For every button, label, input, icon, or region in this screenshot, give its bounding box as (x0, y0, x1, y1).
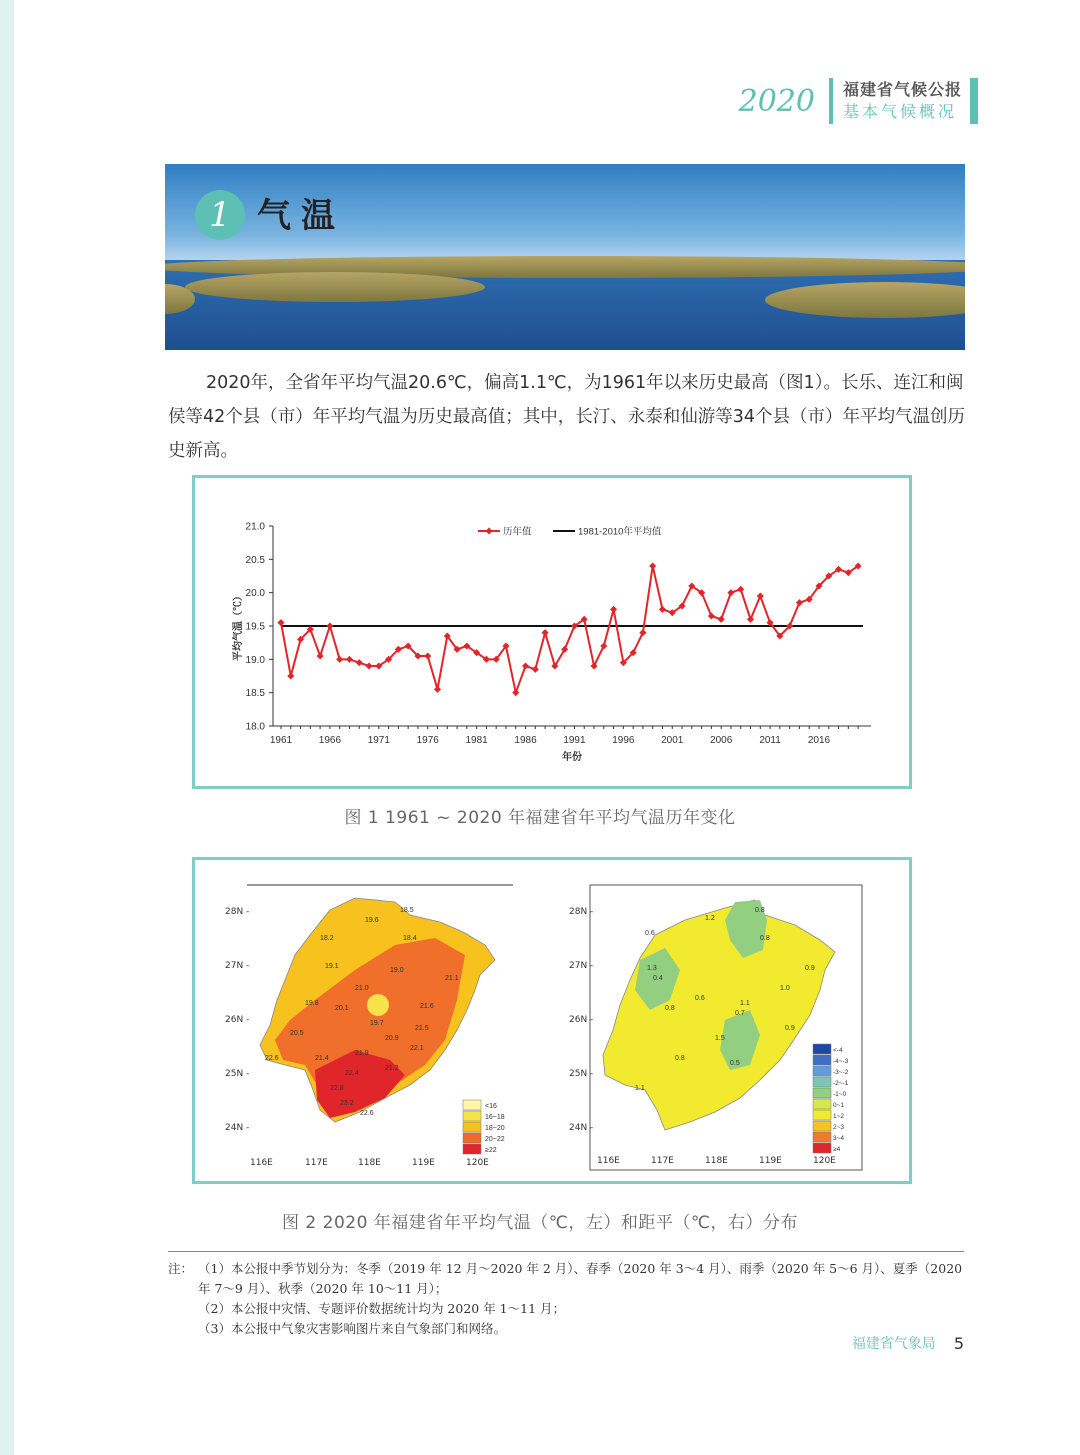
x-tick-label: 1991 (563, 735, 586, 746)
right-lat-25: 25N - (569, 1069, 594, 1079)
left-lon-119: 119E (412, 1158, 435, 1168)
left-legend-swatch (463, 1111, 481, 1121)
left-legend-swatch (463, 1100, 481, 1110)
right-station-value: 1.1 (635, 1085, 645, 1092)
y-tick-label: 18.5 (245, 688, 265, 700)
data-point (424, 652, 431, 659)
data-point (434, 686, 441, 693)
y-tick-label: 20.5 (245, 554, 265, 566)
left-legend-label: 20~22 (485, 1136, 505, 1143)
intro-paragraph: 2020年，全省年平均气温20.6℃，偏高1.1℃，为1961年以来历史最高（图1）。长乐、连江和闽侯等42个县（市）年平均气温为历史最高值；其中，长汀、永泰和仙游等34个县（市）年平均气温创历史新高。 (168, 373, 966, 461)
note-text-2: （2）本公报中灾情、专题评价数据统计均为 2020 年 1～11 月； (198, 1301, 566, 1316)
right-legend-label: 3~4 (833, 1135, 845, 1142)
right-legend-swatch (813, 1077, 831, 1087)
data-point (757, 592, 764, 599)
right-legend-label: -1~0 (833, 1091, 847, 1098)
right-legend-swatch (813, 1110, 831, 1120)
left-station-value: 22.4 (345, 1070, 359, 1077)
left-station-value: 21.1 (445, 975, 459, 982)
note-item-2 (168, 1299, 968, 1319)
right-legend-label: 2~3 (833, 1124, 845, 1131)
data-point (336, 656, 343, 663)
right-legend-swatch (813, 1121, 831, 1131)
right-legend-swatch (813, 1132, 831, 1142)
left-station-value: 22.6 (265, 1055, 279, 1062)
left-lon-118: 118E (358, 1158, 381, 1168)
data-point (649, 562, 656, 569)
left-station-value: 19.1 (325, 963, 339, 970)
right-lon-116: 116E (597, 1156, 620, 1166)
right-map-temperature-anomaly (569, 885, 862, 1170)
chapter-title: 气温 (257, 196, 345, 236)
note-item-1 (168, 1259, 968, 1299)
data-point (708, 612, 715, 619)
temperature-maps (195, 860, 909, 1181)
right-station-value: 0.7 (735, 1010, 745, 1017)
page-footer (852, 1333, 964, 1353)
right-lat-28: 28N - (569, 907, 594, 917)
right-lon-120: 120E (813, 1156, 836, 1166)
right-legend-swatch (813, 1099, 831, 1109)
right-station-value: 1.1 (740, 1000, 750, 1007)
data-point (532, 666, 539, 673)
right-legend-swatch (813, 1143, 831, 1153)
right-legend-swatch (813, 1044, 831, 1054)
data-point (356, 659, 363, 666)
x-tick-label: 1996 (612, 735, 635, 746)
right-station-value: 0.9 (805, 965, 815, 972)
right-station-value: 0.9 (785, 1025, 795, 1032)
right-legend-label: 0~1 (833, 1102, 845, 1109)
right-lon-117: 117E (651, 1156, 674, 1166)
right-station-value: 0.6 (645, 930, 655, 937)
header-text (843, 79, 962, 123)
left-station-value: 20.9 (385, 1035, 399, 1042)
right-lon-118: 118E (705, 1156, 728, 1166)
left-station-value: 22.8 (330, 1085, 344, 1092)
y-axis-label: 平均气温（℃） (233, 591, 244, 661)
data-point (287, 672, 294, 679)
left-lon-117: 117E (305, 1158, 328, 1168)
legend-series-marker (485, 527, 492, 534)
left-station-value: 21.5 (415, 1025, 429, 1032)
x-tick-label: 1981 (465, 735, 488, 746)
right-station-value: 0.8 (675, 1055, 685, 1062)
left-map-mean-temperature (225, 885, 513, 1168)
page-edge-strip (0, 0, 14, 1455)
right-lat-26: 26N - (569, 1015, 594, 1025)
left-station-value: 22.6 (360, 1110, 374, 1117)
x-tick-label: 1986 (514, 735, 537, 746)
data-point (639, 629, 646, 636)
y-tick-label: 20.0 (245, 588, 265, 600)
legend-series-label: 历年值 (503, 526, 532, 538)
note-text-3: （3）本公报中气象灾害影响图片来自气象部门和网络。 (198, 1321, 506, 1336)
note-item-3 (168, 1319, 968, 1339)
right-lon-119: 119E (759, 1156, 782, 1166)
figure2-caption: 图 2 2020 年福建省年平均气温（℃，左）和距平（℃，右）分布 (282, 1213, 798, 1233)
data-point (326, 622, 333, 629)
data-point (659, 606, 666, 613)
left-station-value: 21.4 (315, 1055, 329, 1062)
right-station-value: 1.2 (705, 915, 715, 922)
left-station-value: 18.4 (403, 935, 417, 942)
left-lat-27: 27N - (225, 961, 250, 971)
x-tick-label: 2016 (807, 735, 831, 746)
right-station-value: 0.4 (653, 975, 663, 982)
data-point (522, 662, 529, 669)
data-point (600, 642, 607, 649)
header-divider (829, 78, 833, 124)
left-map-legend (463, 1100, 505, 1154)
right-map-legend (813, 1044, 849, 1153)
left-station-value: 22.1 (410, 1045, 424, 1052)
x-tick-label: 1966 (318, 735, 342, 746)
x-axis-label: 年份 (562, 752, 582, 763)
left-legend-label: 18~20 (485, 1125, 505, 1132)
left-lat-28: 28N - (225, 907, 250, 917)
right-legend-swatch (813, 1066, 831, 1076)
data-point (610, 606, 617, 613)
y-tick-label: 21.0 (245, 521, 265, 533)
note-text-1: （1）本公报中季节划分为：冬季（2019 年 12 月～2020 年 2 月）、春季（2020 年 3～4 月）、雨季（2020 年 5～6 月）、夏季（2020 年 7～9 月）、秋季（2020 年 10～11 月）； (198, 1261, 963, 1296)
left-legend-label: <16 (485, 1103, 497, 1110)
right-legend-label: -4~-3 (833, 1058, 849, 1065)
right-legend-swatch (813, 1088, 831, 1098)
left-station-value: 19.8 (305, 1000, 319, 1007)
left-lat-25: 25N - (225, 1069, 250, 1079)
series-line-annual (281, 566, 858, 693)
left-station-value: 18.5 (400, 907, 414, 914)
chapter-banner (165, 164, 965, 350)
header-accent-bar (970, 78, 978, 124)
figure1-caption: 图 1 1961 ~ 2020 年福建省年平均气温历年变化 (344, 808, 736, 828)
header-title: 福建省气候公报 (842, 80, 962, 99)
left-legend-swatch (463, 1133, 481, 1143)
left-lat-24: 24N - (225, 1123, 250, 1133)
left-map-cool-spot (367, 994, 389, 1016)
left-station-value: 20.5 (290, 1030, 304, 1037)
right-legend-label: -2~-1 (833, 1080, 849, 1087)
data-point (317, 652, 324, 659)
chapter-number: 1 (209, 195, 231, 235)
left-station-value: 21.9 (355, 1050, 369, 1057)
x-tick-label: 1961 (269, 735, 293, 746)
notes-lead: 注： (168, 1261, 194, 1276)
temperature-line-chart (195, 478, 909, 786)
data-point (796, 599, 803, 606)
x-tick-label: 2006 (710, 735, 733, 746)
right-lat-27: 27N - (569, 961, 594, 971)
data-point (346, 656, 353, 663)
left-station-value: 19.6 (365, 917, 379, 924)
data-point (737, 586, 744, 593)
right-station-value: 0.8 (755, 907, 765, 914)
right-station-value: 1.0 (780, 985, 790, 992)
y-tick-label: 19.0 (245, 654, 265, 666)
data-point (542, 629, 549, 636)
right-station-value: 0.8 (665, 1005, 675, 1012)
left-station-value: 18.2 (320, 935, 334, 942)
data-point (747, 616, 754, 623)
left-station-value: 21.2 (385, 1065, 399, 1072)
left-lon-116: 116E (250, 1158, 273, 1168)
left-station-value: 21.6 (420, 1003, 434, 1010)
data-point (727, 589, 734, 596)
right-legend-label: -3~-2 (833, 1069, 849, 1076)
x-tick-label: 2001 (661, 735, 684, 746)
x-tick-label: 2011 (759, 735, 781, 746)
right-legend-swatch (813, 1055, 831, 1065)
right-legend-label: ≥4 (833, 1146, 841, 1153)
left-legend-swatch (463, 1122, 481, 1132)
x-tick-label: 1971 (367, 735, 390, 746)
figure2-frame (192, 857, 912, 1184)
data-point (512, 689, 519, 696)
left-station-value: 21.0 (355, 985, 369, 992)
left-lon-120: 120E (466, 1158, 489, 1168)
right-lat-24: 24N - (569, 1123, 594, 1133)
data-point (590, 662, 597, 669)
footer-org: 福建省气象局 (851, 1336, 936, 1352)
right-station-value: 1.3 (647, 965, 657, 972)
left-legend-label: ≥22 (485, 1147, 497, 1154)
data-point (718, 616, 725, 623)
banner-reed-left (185, 272, 485, 302)
notes-section (168, 1259, 968, 1339)
left-legend-swatch (463, 1144, 481, 1154)
left-station-value: 19.0 (390, 967, 404, 974)
x-tick-label: 1976 (416, 735, 439, 746)
right-legend-label: 1~2 (833, 1113, 845, 1120)
notes-divider (168, 1251, 964, 1252)
page-number: 5 (953, 1333, 964, 1353)
y-tick-label: 19.5 (245, 621, 265, 633)
header-subtitle: 基本气候概况 (842, 102, 957, 121)
left-legend-label: 16~18 (485, 1114, 505, 1121)
right-legend-label: <-4 (833, 1047, 843, 1054)
left-lat-26: 26N - (225, 1015, 250, 1025)
figure1-frame (192, 475, 912, 789)
legend-baseline-label: 1981-2010年平均值 (578, 526, 662, 538)
left-station-value: 19.7 (370, 1020, 384, 1027)
right-station-value: 1.5 (715, 1035, 725, 1042)
left-station-value: 20.1 (335, 1005, 349, 1012)
y-tick-label: 18.0 (245, 721, 265, 733)
right-station-value: 0.8 (760, 935, 770, 942)
right-station-value: 0.6 (695, 995, 705, 1002)
header-year: 2020 (738, 83, 815, 119)
chapter-number-badge (195, 190, 245, 240)
right-station-value: 0.5 (730, 1060, 740, 1067)
left-station-value: 23.2 (340, 1100, 354, 1107)
right-map-province-shape (603, 900, 835, 1130)
page-header (739, 78, 962, 124)
data-point (365, 662, 372, 669)
